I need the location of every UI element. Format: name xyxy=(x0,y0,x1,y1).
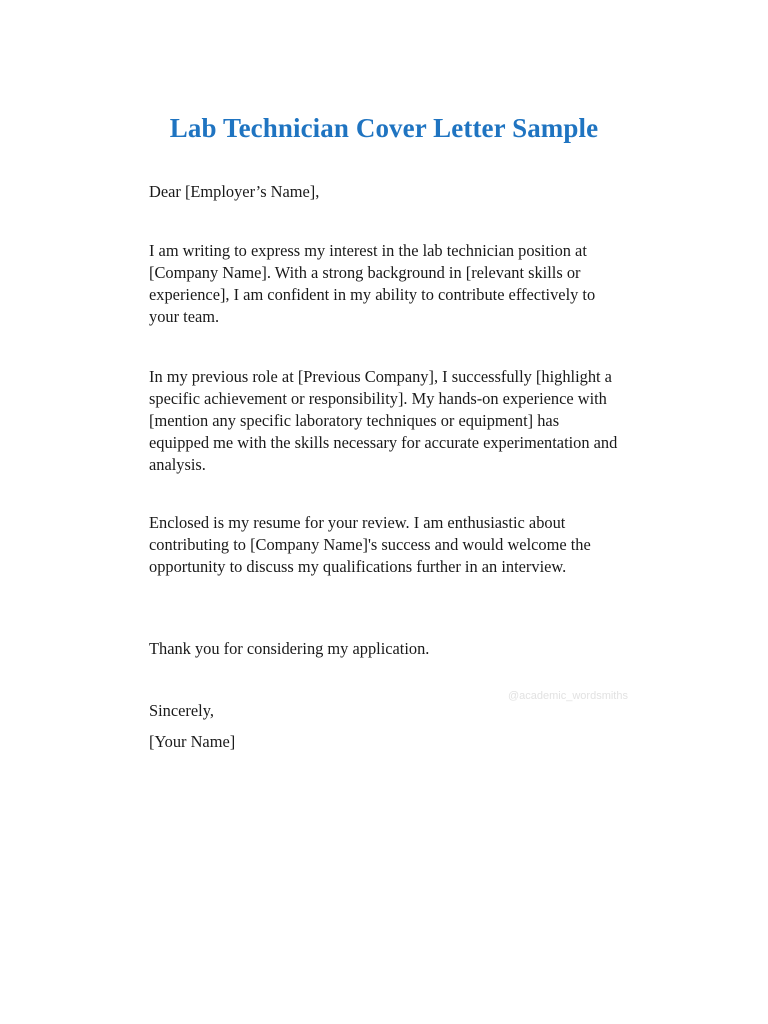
paragraph-interest: I am writing to express my interest in the lab technician position at [Company Name]. With a strong background in [relevant skills or experience], I am confident in my ability to contribute effectively to your team. xyxy=(149,241,596,326)
paragraph-thanks: Thank you for considering my application. xyxy=(149,639,430,658)
closing: Sincerely, xyxy=(149,701,214,720)
paragraph-enclosure: Enclosed is my resume for your review. I am enthusiastic about contributing to [Company Name]'s success and would welcome the opportunity to discuss my qualifications further in an interview. xyxy=(149,513,591,576)
letter-title: Lab Technician Cover Letter Sample xyxy=(169,113,599,143)
signature-placeholder: [Your Name] xyxy=(149,732,236,751)
salutation: Dear [Employer’s Name], xyxy=(149,182,320,201)
paragraph-experience: In my previous role at [Previous Company], I successfully [highlight a specific achievement or responsibility]. My hands-on experience with [mention any specific laboratory techniques or equipment] has equipped me with the skills necessary for accurate experimentation and analysis. xyxy=(149,367,618,474)
watermark: @academic_wordsmiths xyxy=(508,690,628,702)
